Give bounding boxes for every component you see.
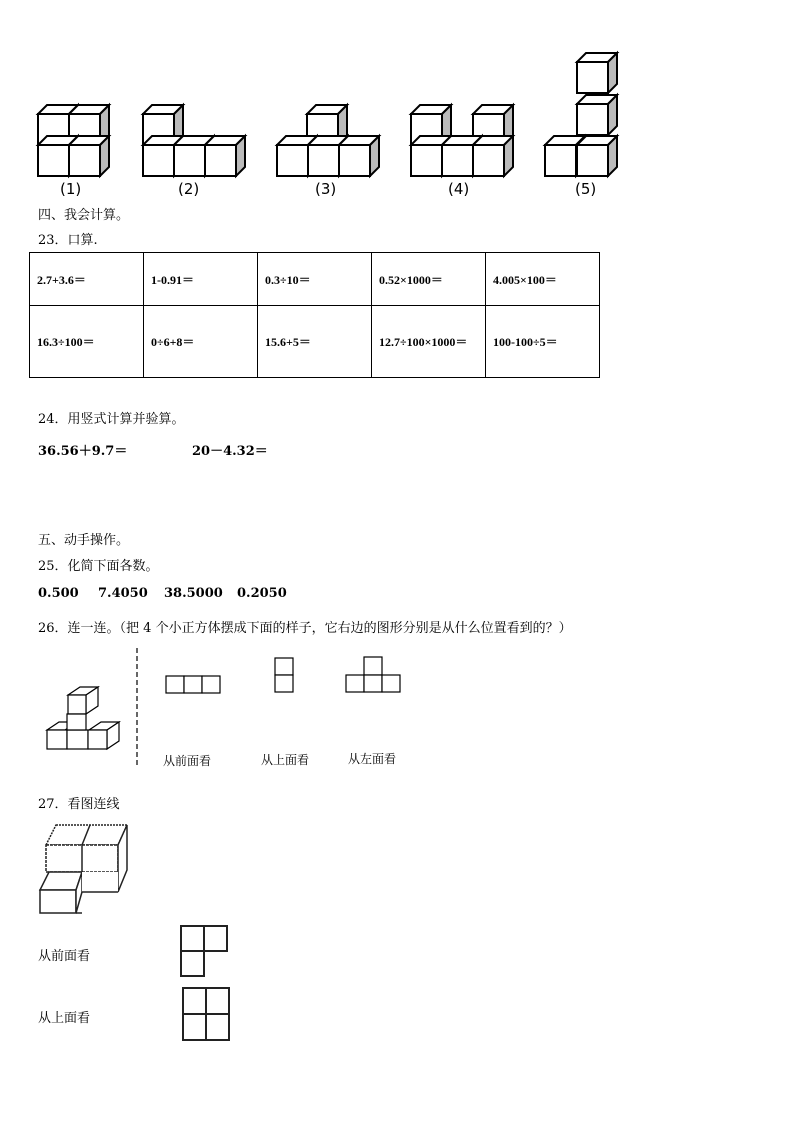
q23-title: 23．口算.	[38, 233, 98, 248]
q25-number-1: 0.500	[38, 586, 79, 601]
q27-label-top: 从上面看	[38, 1011, 91, 1026]
table-cell: 2.7+3.6＝	[30, 253, 144, 306]
cube-face	[473, 145, 504, 176]
section-5-title: 五、动手操作。	[38, 533, 130, 548]
q24-problem-1: 36.56＋9.7＝	[38, 444, 128, 459]
q26-label-top: 从上面看	[261, 753, 310, 767]
q26-title: 26．连一连。（把 4 个小正方体摆成下面的样子，它右边的图形分别是从什么位置看到的？）	[38, 621, 572, 636]
q24-title: 24．用竖式计算并验算。	[38, 412, 185, 427]
table-cell: 4.005×100＝	[486, 253, 600, 306]
table-cell: 0.3÷10＝	[258, 253, 372, 306]
q25-title: 25．化简下面各数。	[38, 559, 159, 574]
cube-face	[442, 145, 473, 176]
mental-math-table	[29, 252, 600, 378]
figure-caption-1: (1)	[60, 180, 82, 198]
q26-label-front: 从前面看	[163, 754, 212, 768]
figure-caption-2: (2)	[178, 180, 200, 198]
table-cell: 100-100÷5＝	[486, 306, 600, 378]
q27-title: 27．看图连线	[38, 797, 120, 812]
section-4-title: 四、我会计算。	[38, 208, 130, 223]
table-cell: 0÷6+8＝	[144, 306, 258, 378]
cube-face	[411, 145, 442, 176]
q27-label-front: 从前面看	[38, 949, 91, 964]
q25-number-4: 0.2050	[237, 586, 287, 601]
cube-face	[339, 145, 370, 176]
cube-face	[545, 145, 576, 176]
table-cell: 15.6+5＝	[258, 306, 372, 378]
q27-figures	[0, 815, 794, 1055]
table-cell: 12.7÷100×1000＝	[372, 306, 486, 378]
q24-problem-2: 20－4.32＝	[192, 444, 268, 459]
cube-figures-row	[0, 0, 794, 200]
q25-number-3: 38.5000	[164, 586, 223, 601]
figure-caption-5: (5)	[575, 180, 597, 198]
cube-face	[277, 145, 308, 176]
cube-face	[577, 104, 608, 135]
q26-label-left: 从左面看	[348, 752, 397, 766]
cube-face	[38, 145, 69, 176]
cube-face	[69, 145, 100, 176]
figure-caption-3: (3)	[315, 180, 337, 198]
q26-figures	[0, 640, 794, 770]
cube-face	[174, 145, 205, 176]
cube-face	[143, 145, 174, 176]
table-cell: 0.52×1000＝	[372, 253, 486, 306]
table-cell: 1-0.91＝	[144, 253, 258, 306]
q25-number-2: 7.4050	[98, 586, 148, 601]
table-row	[30, 306, 600, 378]
cube-face	[577, 145, 608, 176]
table-row	[30, 253, 600, 306]
cube-face	[205, 145, 236, 176]
cube-face	[308, 145, 339, 176]
table-cell: 16.3÷100＝	[30, 306, 144, 378]
cube-face	[577, 62, 608, 93]
figure-caption-4: (4)	[448, 180, 470, 198]
